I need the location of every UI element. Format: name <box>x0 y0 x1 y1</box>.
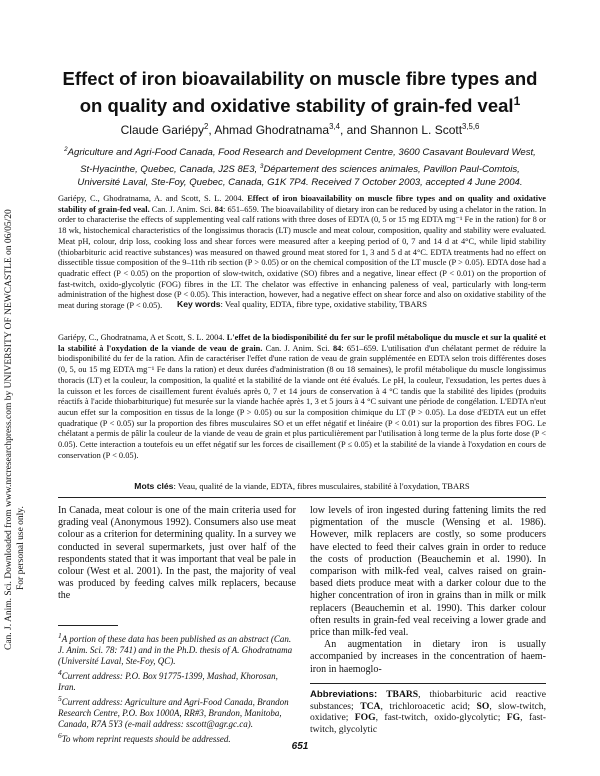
author-scott: Shannon L. Scott <box>369 123 463 137</box>
footnote-5: $^5$Current address: Agriculture and Agri-Food Canada, Brandon Research Centre, P.O. Box 1000A, RR#3, Brandon, Manitoba, Canada, R7A 5Y3 (e-mail address: sscott@agr.gc.ca). <box>58 694 289 729</box>
abstract-title: Effect of iron bioavailability on muscle fibre types and on quality and oxidative stability of grain-fed veal. <box>58 194 547 214</box>
download-notice: Can. J. Anim. Sci. Downloaded from www.nrcresearchpress.com by UNIVERSITY OF NEWCASTLE on 06/05/20 <box>4 209 14 650</box>
abbreviations-divider <box>310 683 546 684</box>
personal-use-notice: For personal use only. <box>16 506 26 590</box>
author-ghodratnama: Ahmad Ghodratnama <box>214 123 330 137</box>
abstract-title-fr: L'effet de la biodisponibilité du fer sur le profil métabolique du muscle et sur la qualité et la stabilité à l'oxydation de la viande de veau de grain. <box>58 333 546 353</box>
page-number: 651 <box>291 741 309 752</box>
footnote-1: $^1$A portion of these data has been published as an abstract (Can. J. Anim. Sci. 78: 741) and in the Ph.D. thesis of A. Ghodratnama (Université Laval, Ste-Foy, QC). <box>58 631 293 666</box>
affiliations: $^2$Agriculture and Agri-Food Canada, Food Research and Development Centre, 3600 Casavant Boulevard West, St-Hyacinthe, Quebec, Canada, J2S 8E3, $^3$Département des sciences animales, Pavillon Paul-Comtois, Université Laval, Ste-Foy, Quebec, Canada, G1K 7P4. Received 7 October 2003, accepted 4 June 2004. <box>64 146 536 189</box>
intro-paragraph-cont: low levels of iron ingested during fattening limits the red pigmentation of the muscle (Wensing et al. 1986). However, milk replacers are costly, so some producers have elected to feed their calves grain in order to reduce the costs of production (Beauchemin et al. 1990). In comparison with milk-fed veal, calves raised on grain-based diets produce meat with a darker colour due to the higher concentration of iron in grains than in milk or milk replacers (Beauchemin et al. 1990). This darker colour often results in grain-fed veal receiving a lower grade and price than milk-fed veal. <box>310 505 546 639</box>
abstract-body-fr: L'utilisation d'un chélatant permet de réduire la biodisponibilité du fer de la ration. Afin de caractériser l'effet d'une ration de veau de grain supplémentée en EDTA selon trois différentes doses (0, 5, ou 15 mg EDTA mg⁻¹ Fe dans la ration) et deux durées d'administration (8 ou 18 semaines), le profil métabolique du muscle longissimus thoracis (LT) et la couleur, la composition, la qualité et la stabilité de la viande ont été évalués. Le pH, la couleur, l'exsudation, les pertes dues à la cuisson et les forces de cisaillement furent évalués après 0, 7 et 14 jours de conservation à 4 °C tandis que la stabilité des lipides (produits réactifs à l'acide thiobarbiturique) fut mesurée sur la viande hachée après 1, 3 et 5 jours à 4 °C suivant une période de congélation. L'EDTA n'eut aucun effet sur la composition en tissus de la longe (P > 0.05) ou sur la composition chimique du LT (P > 0.05). La dose d'EDTA eut un effet quadratique (P < 0.05) sur la proportion des fibres musculaires SO et un effet négatif et linéaire (P < 0.01) sur la proportion des fibres FOG. Le chélatant a permis de pâlir la couleur de la viande de veau de grain et plus particulièrement par l'utilisation à long terme de la plus forte dose (P < 0.05). Cette interaction a toutefois eu un effet négatif sur les forces de cisaillement (P ≤ 0.05) et la stabilité de la viande à l'oxydation en cours de conservation (P < 0.05). <box>58 343 547 460</box>
intro-paragraph: In Canada, meat colour is one of the main criteria used for grading veal (Anonymous 1992). Consumers also use meat colour as a criterion for determining quality. In a survey we conducted in several supermarkets, just over half of the respondents stated that it was important that veal be pale in colour (West et al. 2001). In the past, the majority of veal was produced by feeding calves milk replacers, because the <box>58 505 296 602</box>
abbreviation-term: FG <box>506 712 521 723</box>
abbreviation-definition: , trichloroacetic acid; <box>380 700 477 712</box>
abbreviation-definition: , thiobarbituric acid reactive substances; <box>310 689 546 712</box>
abbreviations: Abbreviations: TBARS, thiobarbituric acid reactive substances; TCA, trichloroacetic acid; SO, slow-twitch, oxidative; FOG, fast-twitch, oxido-glycolytic; FG, fast-twitch, glycolytic <box>310 689 546 735</box>
abbreviation-term: SO <box>476 700 490 712</box>
abstract-english: Gariépy, C., Ghodratnama, A. and Scott, S. L. 2004. Effect of iron bioavailability on muscle fibre types and on quality and oxidative stability of grain-fed veal. Can. J. Anim. Sci. 84: 651–659. The bioavailability of dietary iron can be reduced by using a chelator in the ration. In order to characterise the effects of supplementing veal calf rations with three doses of EDTA (0, 5 or 15 mg EDTA mg⁻¹ Fe in the ration) for 8 or 18 wk, histochemical characteristics of the longissimus thoracis (LT) muscle and meat colour, composition, quality and stability were evaluated. Meat pH, colour, drip loss, cooking loss and shear forces were measured after a keeping period of 0, 7 and 14 d at 4°C, while lipid stability (thiobarbituric acid reactive substances) was measured on thawed ground meat stored for 1, 3 and 5 d at 4°C. EDTA treatments had no effect on dissectible tissue composition of the 9–11th rib section (P > 0.05) or on the chemical composition of the LT muscle (P > 0.05). EDTA dose had a quadratic effect (P < 0.05) on the proportion of slow-twitch, oxidative (SO) fibres and a negative, linear effect (P < 0.01) on the proportion of fast-twitch, oxido-glycolytic (FOG) fibres in the LT. The chelator was effective in enhancing paleness of veal, particularly with long-term administration of the highest dose (P < 0.05). This interaction, however, had a negative effect on shear force and also on oxidative stability of the meat during storage (P < 0.05). <box>58 194 547 311</box>
author-gariepy: Claude Gariépy <box>120 123 204 137</box>
footnote-divider <box>58 625 118 626</box>
abbreviation-definition: , fast-twitch, glycolytic <box>310 712 546 735</box>
abbreviation-term: FOG <box>354 712 376 723</box>
keywords-english: Key words: Veal quality, EDTA, fibre type, oxidative stability, TBARS <box>177 299 427 309</box>
footnote-4: $^4$Current address: P.O. Box 91775-1399, Mashad, Khorosan, Iran. <box>58 668 278 692</box>
abbreviation-term: TBARS <box>386 689 419 700</box>
abstract-french: Gariépy, C., Ghodratnama, A et Scott, S. L. 2004. L'effet de la biodisponibilité du fer sur le profil métabolique du muscle et sur la qualité et la stabilité à l'oxydation de la viande de veau de grain. Can. J. Anim. Sci. 84: 651–659. L'utilisation d'un chélatant permet de réduire la biodisponibilité du fer de la ration. Afin de caractériser l'effet d'une ration de veau de grain supplémentée en EDTA selon trois différentes doses (0, 5, ou 15 mg EDTA mg⁻¹ Fe dans la ration) et deux durées d'administration (8 ou 18 semaines), le profil métabolique du muscle longissimus thoracis (LT) et la couleur, la composition, la qualité et la stabilité de la viande ont été évalués. Le pH, la couleur, l'exsudation, les pertes dues à la cuisson et les forces de cisaillement furent évalués après 0, 7 et 14 jours de conservation à 4 °C tandis que la stabilité des lipides (produits réactifs à l'acide thiobarbiturique) fut mesurée sur la viande hachée après 1, 3 et 5 jours à 4 °C suivant une période de congélation. L'EDTA n'eut aucun effet sur la composition en tissus de la longe (P > 0.05) ou sur la composition chimique du LT (P > 0.05). La dose d'EDTA eut un effet quadratique (P < 0.05) sur la proportion des fibres musculaires SO et un effet négatif et linéaire (P < 0.01) sur la proportion des fibres FOG. Le chélatant a permis de pâlir la couleur de la viande de veau de grain et plus particulièrement par l'utilisation à long terme de la plus forte dose (P < 0.05). Cette interaction a toutefois eu un effet négatif sur les forces de cisaillement (P ≤ 0.05) et la stabilité de la viande à l'oxydation en cours de conservation (P < 0.05). <box>58 333 547 460</box>
section-divider <box>58 497 546 498</box>
body-column-right <box>310 505 546 676</box>
author-list: Claude Gariépy$^2$, Ahmad Ghodratnama$^{3,4}$, and Shannon L. Scott$^{3,5,6}$ <box>120 122 480 137</box>
download-sidebar <box>2 150 46 650</box>
body-column-left <box>58 505 296 603</box>
intro-paragraph-2: An augmentation in dietary iron is usually accompanied by increases in the concentration of haem-iron in haemoglo- <box>310 639 546 675</box>
abstract-body: The bioavailability of dietary iron can be reduced by using a chelator in the ration. In order to characterise the effects of supplementing veal calf rations with three doses of EDTA (0, 5 or 15 mg EDTA mg⁻¹ Fe in the ration) for 8 or 18 wk, histochemical characteristics of the longissimus thoracis (LT) muscle and meat colour, composition, quality and stability were evaluated. Meat pH, colour, drip loss, cooking loss and shear forces were measured after a keeping period of 0, 7 and 14 d at 4°C, while lipid stability (thiobarbituric acid reactive substances) was measured on thawed ground meat stored for 1, 3 and 5 d at 4°C. EDTA treatments had no effect on dissectible tissue composition of the 9–11th rib section (P > 0.05) or on the chemical composition of the LT muscle (P > 0.05). EDTA dose had a quadratic effect (P < 0.05) on the proportion of slow-twitch, oxidative (SO) fibres and a negative, linear effect (P < 0.01) on the proportion of fast-twitch, oxido-glycolytic (FOG) fibres in the LT. The chelator was effective in enhancing paleness of veal, particularly with long-term administration of the highest dose (P < 0.05). This interaction, however, had a negative effect on shear force and also on oxidative stability of the meat during storage (P < 0.05). <box>58 204 547 311</box>
abbreviation-term: TCA <box>360 700 381 712</box>
abbreviation-definition: , fast-twitch, oxido-glycolytic; <box>375 712 507 723</box>
article-title: Effect of iron bioavailability on muscle fibre types and on quality and oxidative stability of grain-fed veal$^1$ <box>62 68 538 117</box>
footnotes <box>58 630 296 745</box>
footnote-6: $^6$To whom reprint requests should be addressed. <box>58 731 231 744</box>
keywords-french: Mots clés: Veau, qualité de la viande, EDTA, fibres musculaires, stabilité à l'oxydation, TBARS <box>134 481 470 491</box>
abbreviation-definition: , slow-twitch, oxidative; <box>310 700 546 723</box>
